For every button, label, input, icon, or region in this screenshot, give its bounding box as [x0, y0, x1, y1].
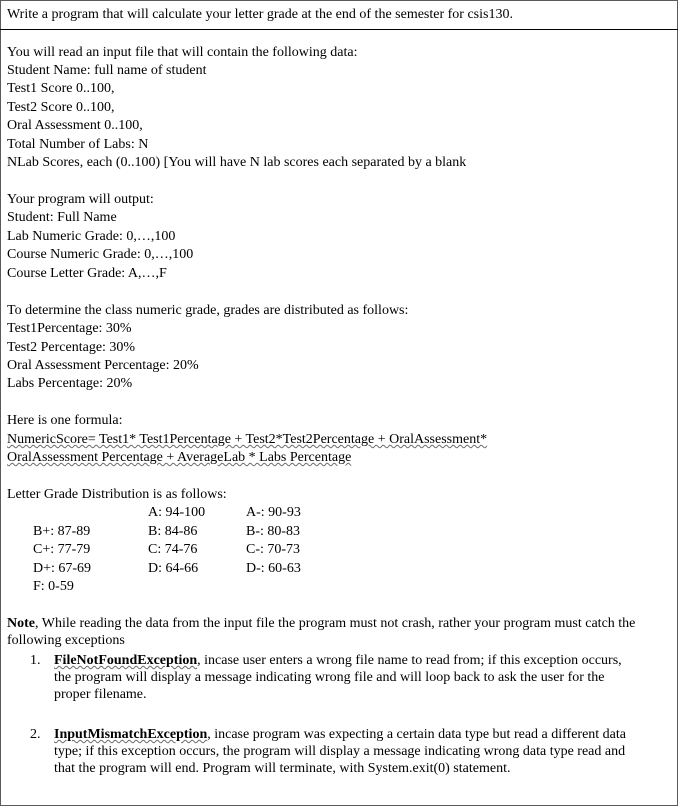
distribution-labs: Labs Percentage: 20% [7, 376, 133, 391]
exception-item-2 [30, 726, 640, 777]
formula-line-1: NumericScore= Test1* Test1Percentage + Test2*Test2Percentage + OralAssessment* [7, 432, 488, 447]
formula-line-2: OralAssessment Percentage + AverageLab * Labs Percentage [7, 450, 352, 465]
note-paragraph [7, 615, 647, 649]
output-course-numeric: Course Numeric Grade: 0,…,100 [7, 247, 194, 262]
exception-name: FileNotFoundException [54, 653, 198, 668]
note-label: Note [7, 616, 35, 631]
output-student: Student: Full Name [7, 210, 117, 225]
input-test1: Test1 Score 0..100, [7, 81, 115, 96]
formula-intro: Here is one formula: [7, 413, 123, 428]
title-divider [0, 29, 678, 30]
distribution-test2: Test2 Percentage: 30% [7, 340, 136, 355]
input-student-name: Student Name: full name of student [7, 63, 207, 78]
input-labs: Total Number of Labs: N [7, 137, 149, 152]
exception-item-number: 2. [30, 727, 41, 742]
grade-a-minus: A-: 90-93 [246, 505, 301, 520]
exception-description: , incase user enters a wrong file name to read from; if this exception occurs, the program will display a message indicating wrong file and will loop back to ask the user for the proper filename. [54, 653, 622, 702]
exception-description: , incase program was expecting a certain data type but read a different data type; if this exception occurs, the program will display a message indicating wrong data type read and that the program will end. Program will terminate, with System.exit(0) statement. [54, 727, 627, 776]
grade-b: B: 84-86 [148, 524, 198, 539]
exception-name: InputMismatchException [54, 727, 208, 742]
exception-item-number: 1. [30, 653, 41, 668]
grade-b-plus: B+: 87-89 [33, 524, 91, 539]
input-nlab: NLab Scores, each (0..100) [You will have N lab scores each separated by a blank [7, 155, 467, 170]
input-test2: Test2 Score 0..100, [7, 100, 115, 115]
input-intro: You will read an input file that will contain the following data: [7, 45, 358, 60]
grade-c-minus: C-: 70-73 [246, 542, 301, 557]
distribution-test1: Test1Percentage: 30% [7, 321, 132, 336]
grade-b-minus: B-: 80-83 [246, 524, 301, 539]
grade-d: D: 64-66 [148, 561, 199, 576]
note-text: , While reading the data from the input file the program must not crash, rather your program must catch the following exceptions [7, 616, 636, 648]
exception-item-1 [30, 652, 640, 703]
grade-f: F: 0-59 [33, 579, 74, 594]
grade-d-minus: D-: 60-63 [246, 561, 301, 576]
distribution-intro: To determine the class numeric grade, grades are distributed as follows: [7, 303, 409, 318]
output-course-letter: Course Letter Grade: A,…,F [7, 266, 167, 281]
grade-c-plus: C+: 77-79 [33, 542, 91, 557]
letter-grade-intro: Letter Grade Distribution is as follows: [7, 487, 227, 502]
input-oral: Oral Assessment 0..100, [7, 118, 143, 133]
page-title: Write a program that will calculate your letter grade at the end of the semester for csis130. [7, 7, 513, 22]
grade-c: C: 74-76 [148, 542, 198, 557]
grade-a: A: 94-100 [148, 505, 206, 520]
grade-d-plus: D+: 67-69 [33, 561, 92, 576]
distribution-oral: Oral Assessment Percentage: 20% [7, 358, 199, 373]
output-intro: Your program will output: [7, 192, 154, 207]
output-lab-numeric: Lab Numeric Grade: 0,…,100 [7, 229, 176, 244]
